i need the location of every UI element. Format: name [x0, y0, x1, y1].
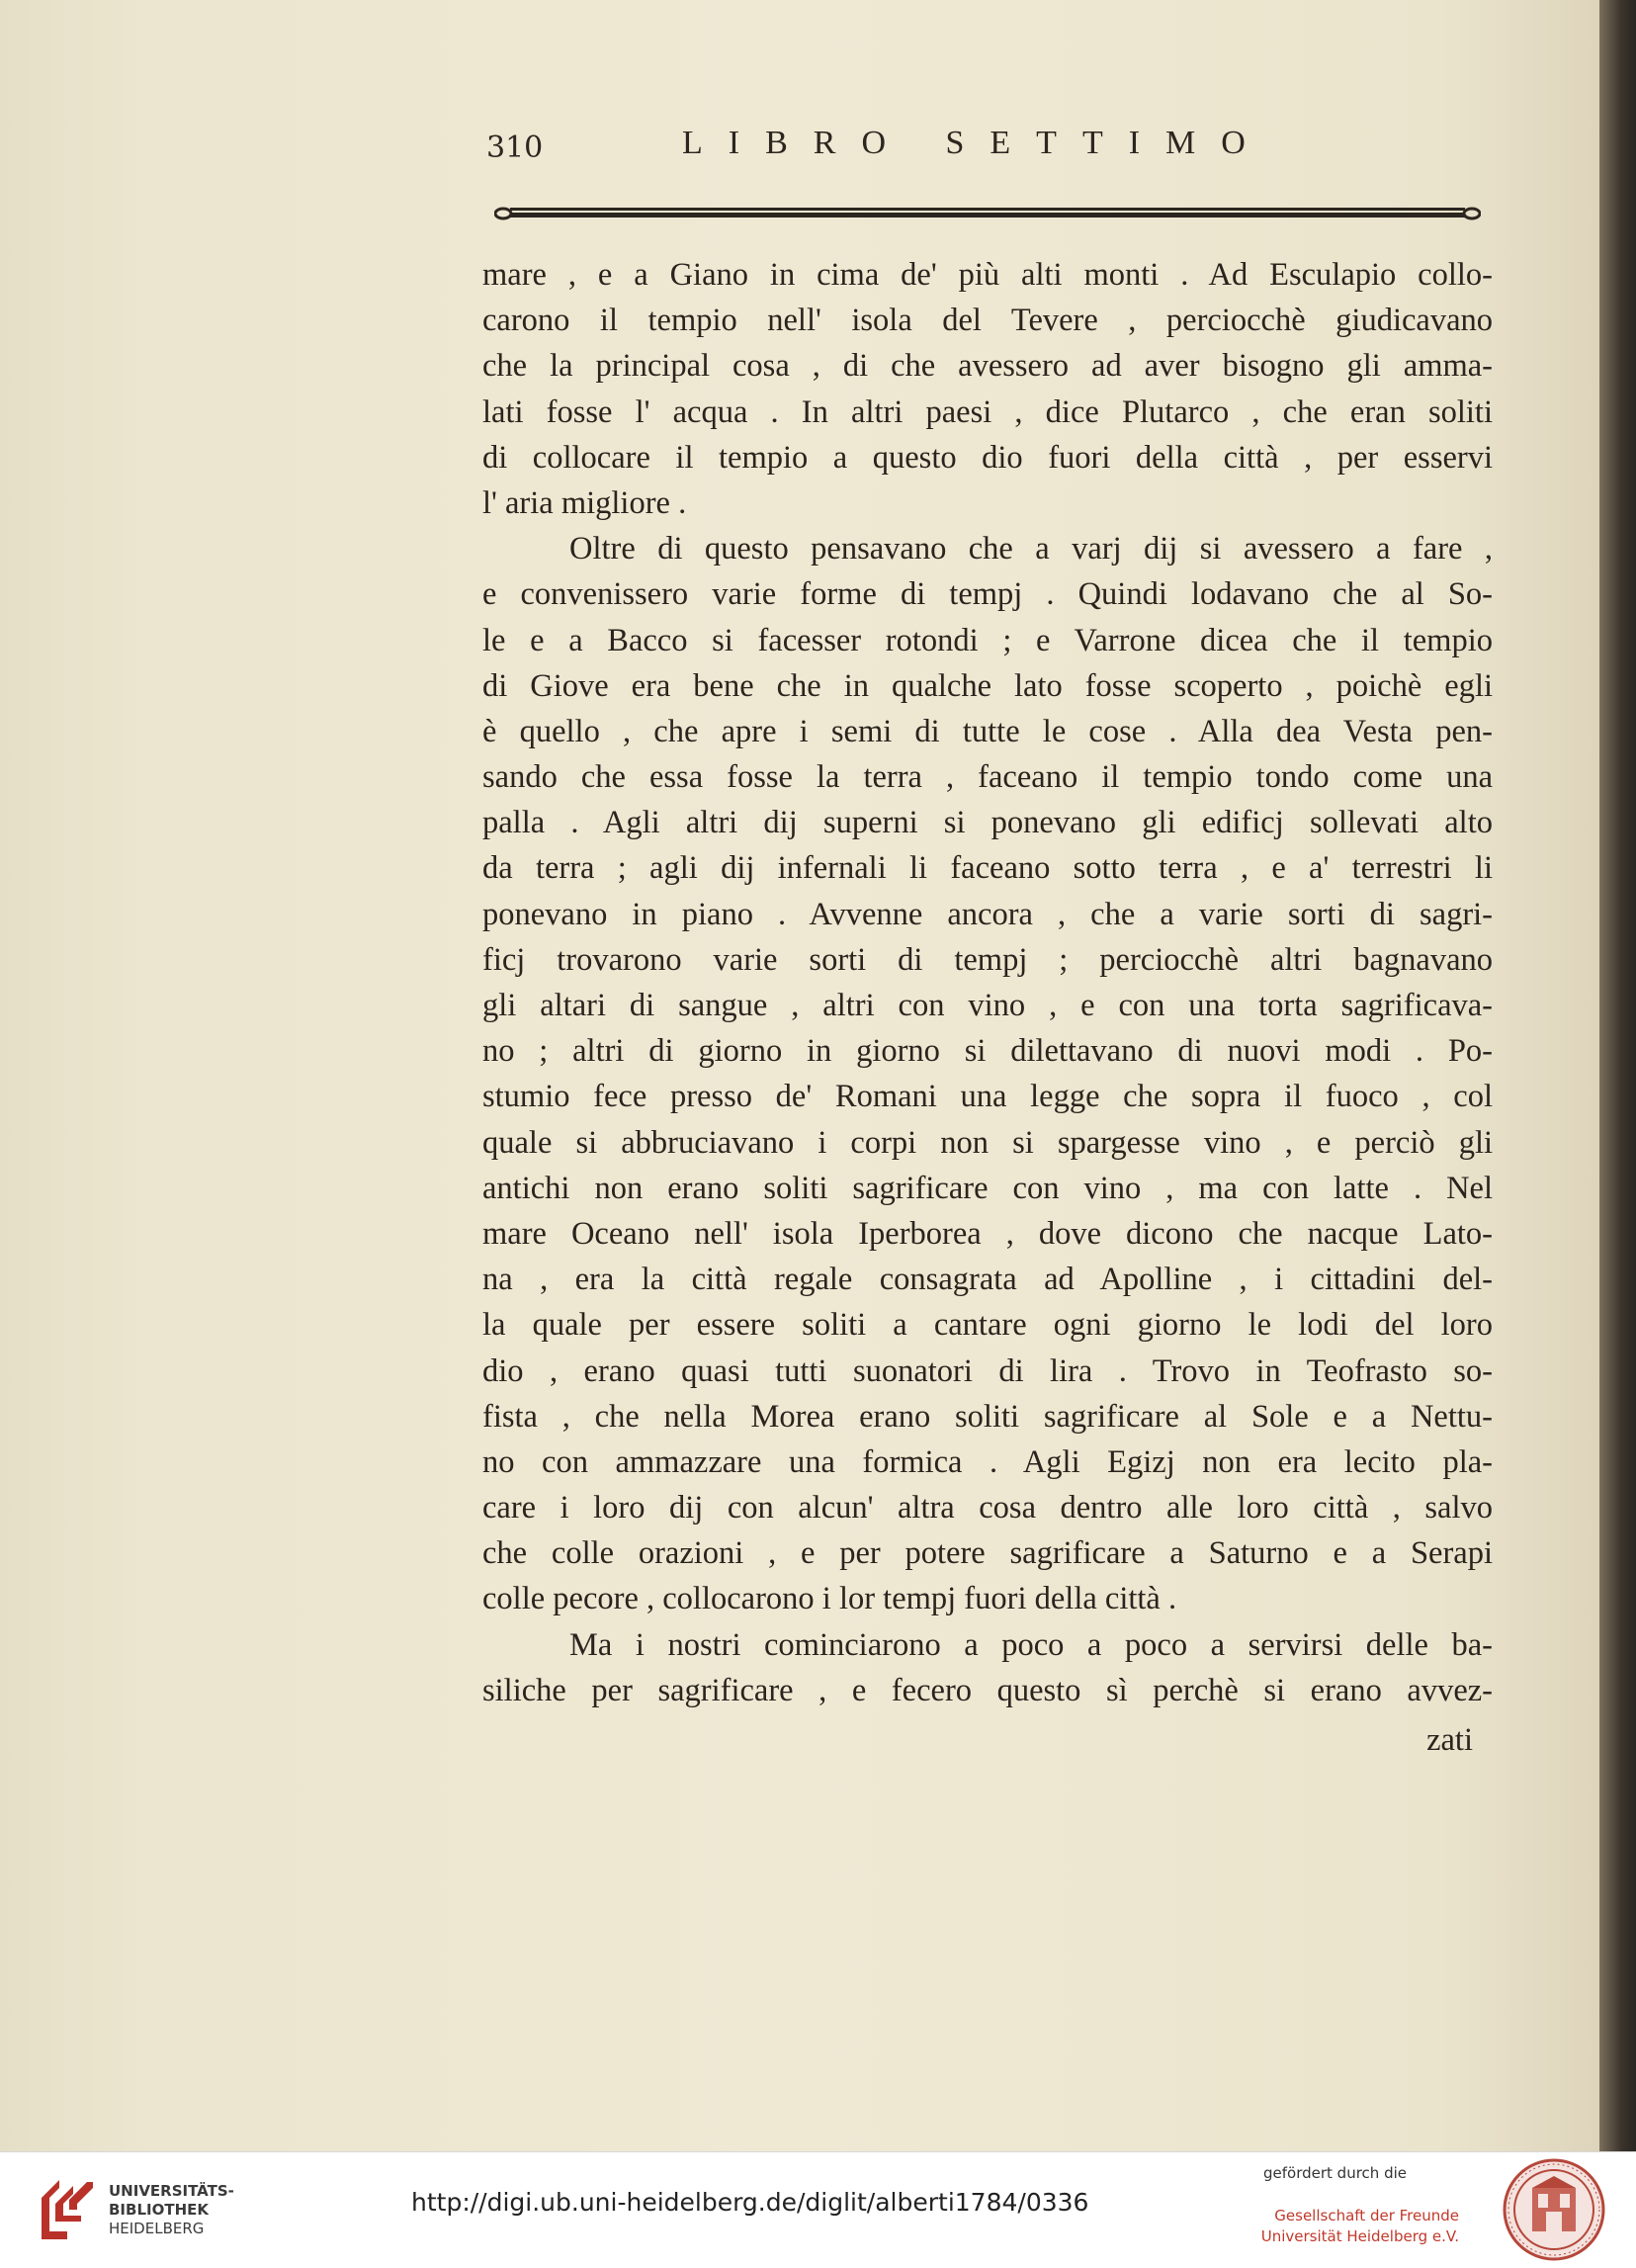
text-line: care i loro dij con alcun' altra cosa dentro alle loro città , salvo [482, 1490, 1493, 1527]
text-line: ponevano in piano . Avvenne ancora , che a varie sorti di sagri- [482, 896, 1493, 932]
text-line: e convenissero varie forme di tempj . Quindi lodavano che al So- [482, 576, 1493, 613]
running-title: LIBRO SETTIMO [682, 125, 1271, 161]
text-line: stumio fece presso de' Romani una legge che sopra il fuoco , col [482, 1079, 1493, 1115]
text-line: carono il tempio nell' isola del Tevere , perciocchè giudicavano [482, 303, 1493, 339]
text-line: che colle orazioni , e per potere sagrificare a Saturno e a Serapi [482, 1535, 1493, 1572]
running-head [0, 125, 1599, 164]
sponsor-name-line: Universität Heidelberg e.V. [1260, 2227, 1459, 2245]
permalink-url[interactable]: http://digi.ub.uni-heidelberg.de/diglit/alberti1784/0336 [411, 2188, 1089, 2217]
text-line: di collocare il tempio a questo dio fuori della città , per esservi [482, 439, 1493, 476]
page-edge-shadow [1599, 0, 1636, 2151]
sponsor-name [1253, 2206, 1459, 2247]
text-line: le e a Bacco si facesser rotondi ; e Varrone dicea che il tempio [482, 622, 1493, 658]
text-line: che la principal cosa , di che avessero ad aver bisogno gli amma- [482, 348, 1493, 385]
text-line: l' aria migliore . [482, 484, 687, 521]
text-line: la quale per essere soliti a cantare ogni giorno le lodi del loro [482, 1307, 1493, 1344]
sponsor-name-line: Gesellschaft der Freunde [1274, 2207, 1459, 2224]
text-line: ficj trovarono varie sorti di tempj ; perciocchè altri bagnavano [482, 941, 1493, 978]
library-name-line: HEIDELBERG [109, 2220, 205, 2237]
text-line: fista , che nella Morea erano soliti sagrificare al Sole e a Nettu- [482, 1398, 1493, 1435]
text-line: na , era la città regale consagrata ad Apolline , i cittadini del- [482, 1262, 1493, 1298]
text-line: siliche per sagrificare , e fecero questo sì perchè si erano avvez- [482, 1672, 1493, 1708]
text-line: no ; altri di giorno in giorno si dilettavano di nuovi modi . Po- [482, 1033, 1493, 1070]
catchword: zati [1426, 1722, 1473, 1758]
digitization-footer [0, 2151, 1636, 2268]
library-name-line: UNIVERSITÄTS- [109, 2182, 234, 2200]
text-line: da terra ; agli dij infernali li faceano sotto terra , e a' terrestri li [482, 850, 1493, 887]
text-line: è quello , che apre i semi di tutte le cose . Alla dea Vesta pen- [482, 713, 1493, 749]
text-line: no con ammazzare una formica . Agli Egizj non era lecito pla- [482, 1443, 1493, 1480]
text-line: palla . Agli altri dij superni si ponevano gli edificj sollevati alto [482, 805, 1493, 841]
text-line: di Giove era bene che in qualche lato fosse scoperto , poichè egli [482, 667, 1493, 704]
text-line: colle pecore , collocarono i lor tempj fuori della città . [482, 1581, 1177, 1617]
ornamental-rule [494, 204, 1481, 221]
text-line: Ma i nostri cominciarono a poco a poco a servirsi delle ba- [569, 1626, 1493, 1663]
text-line: lati fosse l' acqua . In altri paesi , dice Plutarco , che eran soliti [482, 393, 1493, 430]
text-line: antichi non erano soliti sagrificare con vino , ma con latte . Nel [482, 1170, 1493, 1206]
page-number: 310 [486, 131, 544, 165]
sponsor-label: gefördert durch die [1263, 2164, 1407, 2182]
text-line: dio , erano quasi tutti suonatori di lira . Trovo in Teofrasto so- [482, 1352, 1493, 1389]
text-line: sando che essa fosse la terra , faceano il tempio tondo come una [482, 759, 1493, 796]
text-line: mare Oceano nell' isola Iperborea , dove dicono che nacque Lato- [482, 1215, 1493, 1252]
library-name [109, 2182, 234, 2238]
text-line: Oltre di questo pensavano che a varj dij si avessero a fare , [569, 531, 1493, 567]
university-seal-icon [1503, 2158, 1605, 2261]
text-line: gli altari di sangue , altri con vino , e con una torta sagrificava- [482, 988, 1493, 1023]
text-line: mare , e a Giano in cima de' più alti monti . Ad Esculapio collo- [482, 257, 1493, 293]
library-logo-icon [38, 2174, 97, 2243]
text-line: quale si abbruciavano i corpi non si spargesse vino , e perciò gli [482, 1124, 1493, 1161]
library-name-line: BIBLIOTHEK [109, 2201, 209, 2219]
body-text [482, 252, 1493, 1713]
